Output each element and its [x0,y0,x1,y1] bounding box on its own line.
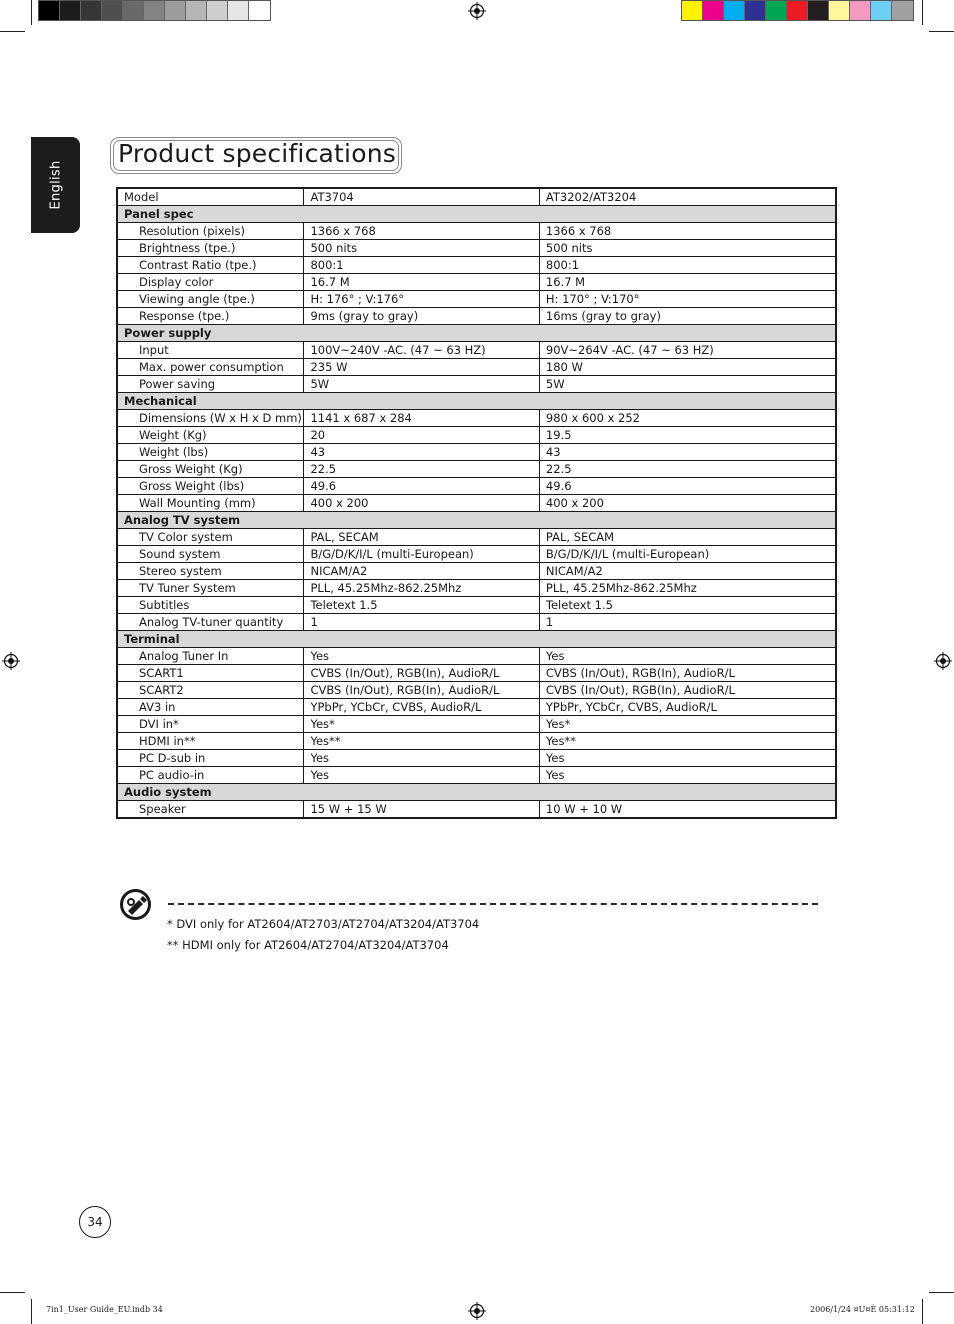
color-swatch [102,1,123,20]
spec-value-at3202: 22.5 [539,461,836,478]
table-row [117,699,836,716]
section-label: Panel spec [117,206,836,223]
header-cell-at3704: AT3704 [304,188,539,206]
spec-value-at3704: Yes [304,767,539,784]
color-swatch [81,1,102,20]
spec-value-at3704: CVBS (In/Out), RGB(In), AudioR/L [304,682,539,699]
spec-label: Speaker [117,801,304,819]
section-row [117,206,836,223]
registration-mark-icon [468,1302,486,1320]
spec-label: Gross Weight (Kg) [117,461,304,478]
spec-label: Analog TV-tuner quantity [117,614,304,631]
spec-value-at3704: 1366 x 768 [304,223,539,240]
page-title-box [110,137,402,174]
spec-value-at3202: 180 W [539,359,836,376]
spec-value-at3202: Yes** [539,733,836,750]
spec-value-at3202: CVBS (In/Out), RGB(In), AudioR/L [539,682,836,699]
spec-label: Analog Tuner In [117,648,304,665]
spec-value-at3202: Yes [539,648,836,665]
spec-label: PC D-sub in [117,750,304,767]
spec-label: DVI in* [117,716,304,733]
spec-value-at3202: 16ms (gray to gray) [539,308,836,325]
color-swatch [808,1,829,20]
section-label: Power supply [117,325,836,342]
table-row [117,665,836,682]
spec-label: Resolution (pixels) [117,223,304,240]
process-color-bar [681,0,914,21]
section-label: Audio system [117,784,836,801]
color-swatch [228,1,249,20]
spec-value-at3704: 22.5 [304,461,539,478]
table-row [117,648,836,665]
spec-label: Contrast Ratio (tpe.) [117,257,304,274]
table-row [117,767,836,784]
spec-value-at3704: YPbPr, YCbCr, CVBS, AudioR/L [304,699,539,716]
color-swatch [766,1,787,20]
section-row [117,631,836,648]
spec-label: Sound system [117,546,304,563]
table-row [117,495,836,512]
spec-label: SCART2 [117,682,304,699]
spec-value-at3704: 1 [304,614,539,631]
spec-label: AV3 in [117,699,304,716]
spec-value-at3704: 5W [304,376,539,393]
spec-label: Power saving [117,376,304,393]
spec-table [116,187,837,819]
spec-value-at3704: 9ms (gray to gray) [304,308,539,325]
note-hdmi: ** HDMI only for AT2604/AT2704/AT3204/AT3704 [167,938,449,952]
spec-label: Wall Mounting (mm) [117,495,304,512]
crop-mark [929,1292,954,1293]
spec-value-at3704: 20 [304,427,539,444]
color-swatch [165,1,186,20]
spec-value-at3704: CVBS (In/Out), RGB(In), AudioR/L [304,665,539,682]
spec-label: PC audio-in [117,767,304,784]
language-side-tab [31,137,80,233]
spec-value-at3704: PAL, SECAM [304,529,539,546]
color-swatch [829,1,850,20]
spec-value-at3202: 500 nits [539,240,836,257]
table-row [117,308,836,325]
spec-value-at3704: 49.6 [304,478,539,495]
spec-label: Subtitles [117,597,304,614]
spec-value-at3202: 400 x 200 [539,495,836,512]
table-row [117,427,836,444]
section-label: Terminal [117,631,836,648]
header-cell-model: Model [117,188,304,206]
note-divider [168,903,818,905]
spec-value-at3704: H: 176° ; V:176° [304,291,539,308]
table-row [117,223,836,240]
spec-value-at3704: 16.7 M [304,274,539,291]
color-swatch [123,1,144,20]
table-row [117,546,836,563]
section-row [117,325,836,342]
table-row [117,733,836,750]
section-label: Analog TV system [117,512,836,529]
table-row [117,682,836,699]
spec-value-at3704: 800:1 [304,257,539,274]
spec-value-at3704: Yes** [304,733,539,750]
note-icon [119,888,152,921]
spec-value-at3704: 1141 x 687 x 284 [304,410,539,427]
crop-mark [31,0,32,25]
spec-value-at3202: 5W [539,376,836,393]
registration-mark-icon [934,652,952,670]
table-row [117,410,836,427]
footer-slug-left: 7in1_User Guide_EU.indb 34 [46,1305,163,1314]
registration-mark-icon [468,2,486,20]
spec-value-at3202: B/G/D/K/I/L (multi-European) [539,546,836,563]
color-swatch [39,1,60,20]
crop-mark [31,1299,32,1324]
spec-label: Dimensions (W x H x D mm) [117,410,304,427]
table-row [117,291,836,308]
spec-value-at3704: Yes [304,750,539,767]
spec-value-at3202: 10 W + 10 W [539,801,836,819]
table-row [117,274,836,291]
color-swatch [745,1,766,20]
crop-mark [922,0,923,25]
color-swatch [850,1,871,20]
table-row [117,257,836,274]
table-row [117,563,836,580]
spec-value-at3202: CVBS (In/Out), RGB(In), AudioR/L [539,665,836,682]
spec-label: Gross Weight (lbs) [117,478,304,495]
table-row [117,750,836,767]
spec-label: SCART1 [117,665,304,682]
spec-label: Brightness (tpe.) [117,240,304,257]
spec-label: Stereo system [117,563,304,580]
spec-value-at3202: 16.7 M [539,274,836,291]
spec-value-at3704: 15 W + 15 W [304,801,539,819]
spec-label: Max. power consumption [117,359,304,376]
table-row [117,801,836,819]
color-swatch [682,1,703,20]
spec-value-at3202: 43 [539,444,836,461]
spec-value-at3704: B/G/D/K/I/L (multi-European) [304,546,539,563]
spec-value-at3202: Yes* [539,716,836,733]
spec-value-at3202: 19.5 [539,427,836,444]
color-swatch [60,1,81,20]
color-swatch [144,1,165,20]
color-swatch [207,1,228,20]
spec-value-at3704: Teletext 1.5 [304,597,539,614]
color-swatch [892,1,913,20]
section-row [117,784,836,801]
table-row [117,342,836,359]
spec-value-at3202: Yes [539,750,836,767]
spec-label: HDMI in** [117,733,304,750]
spec-label: TV Color system [117,529,304,546]
spec-label: Weight (Kg) [117,427,304,444]
color-swatch [703,1,724,20]
spec-value-at3202: 1366 x 768 [539,223,836,240]
header-cell-at3202: AT3202/AT3204 [539,188,836,206]
spec-value-at3202: 90V~264V -AC. (47 ~ 63 HZ) [539,342,836,359]
note-dvi: * DVI only for AT2604/AT2703/AT2704/AT3204/AT3704 [167,917,480,931]
spec-value-at3202: H: 170° ; V:170° [539,291,836,308]
spec-value-at3202: NICAM/A2 [539,563,836,580]
spec-value-at3202: Teletext 1.5 [539,597,836,614]
spec-value-at3704: 43 [304,444,539,461]
crop-mark [0,31,25,32]
spec-value-at3704: 500 nits [304,240,539,257]
spec-label: TV Tuner System [117,580,304,597]
color-swatch [871,1,892,20]
side-tab-label: English [48,160,63,210]
color-swatch [724,1,745,20]
spec-value-at3202: PAL, SECAM [539,529,836,546]
color-swatch [186,1,207,20]
spec-value-at3704: 100V~240V -AC. (47 ~ 63 HZ) [304,342,539,359]
table-row [117,240,836,257]
spec-value-at3202: 980 x 600 x 252 [539,410,836,427]
spec-value-at3704: NICAM/A2 [304,563,539,580]
table-row [117,359,836,376]
page-title: Product specifications [118,139,396,168]
color-swatch [249,1,270,20]
table-row [117,478,836,495]
table-row [117,529,836,546]
spec-value-at3202: 49.6 [539,478,836,495]
table-row [117,614,836,631]
section-row [117,512,836,529]
spec-value-at3704: PLL, 45.25Mhz-862.25Mhz [304,580,539,597]
spec-value-at3704: 400 x 200 [304,495,539,512]
table-row [117,376,836,393]
spec-value-at3202: 1 [539,614,836,631]
spec-label: Input [117,342,304,359]
spec-value-at3202: Yes [539,767,836,784]
spec-label: Display color [117,274,304,291]
spec-value-at3704: Yes [304,648,539,665]
spec-label: Viewing angle (tpe.) [117,291,304,308]
registration-mark-icon [2,652,20,670]
footer-slug-right: 2006/1/24 ¤U¤È 05:31:12 [810,1305,915,1314]
spec-value-at3704: Yes* [304,716,539,733]
spec-value-at3704: 235 W [304,359,539,376]
crop-mark [929,31,954,32]
spec-value-at3202: YPbPr, YCbCr, CVBS, AudioR/L [539,699,836,716]
table-row [117,597,836,614]
grayscale-color-bar [38,0,271,21]
section-row [117,393,836,410]
table-row [117,444,836,461]
crop-mark [0,1292,25,1293]
table-row [117,716,836,733]
crop-mark [922,1299,923,1324]
table-row [117,580,836,597]
table-row [117,461,836,478]
spec-label: Weight (lbs) [117,444,304,461]
table-header-row [117,188,836,206]
spec-value-at3202: PLL, 45.25Mhz-862.25Mhz [539,580,836,597]
section-label: Mechanical [117,393,836,410]
spec-label: Response (tpe.) [117,308,304,325]
page-number: 34 [79,1206,111,1238]
color-swatch [787,1,808,20]
spec-value-at3202: 800:1 [539,257,836,274]
